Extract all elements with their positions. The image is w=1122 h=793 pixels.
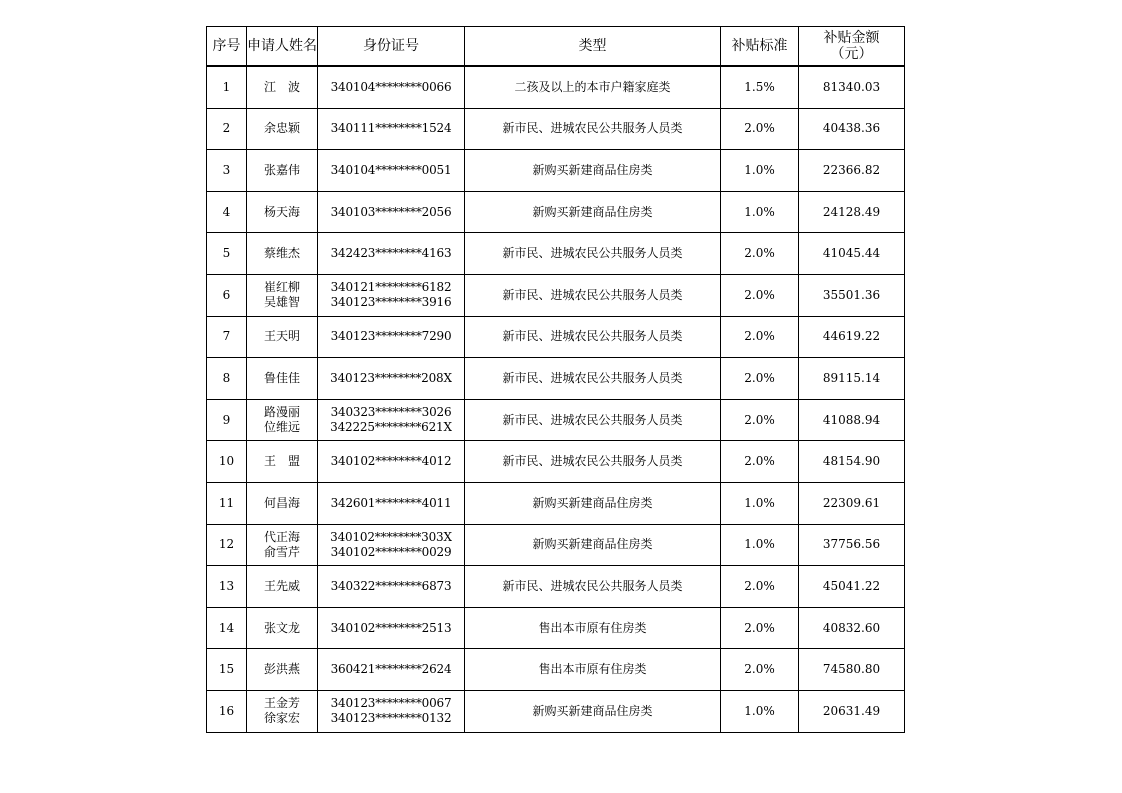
row-applicant-name: [247, 191, 318, 233]
row-subsidy-rate: 2.0%: [721, 316, 799, 358]
row-subsidy-amount: 22366.82: [799, 150, 905, 192]
applicant-name: 彭洪燕: [263, 662, 300, 677]
row-applicant-name: [247, 233, 318, 275]
table-row: [207, 566, 905, 608]
row-subsidy-rate: 2.0%: [721, 441, 799, 483]
row-applicant-name: [247, 441, 318, 483]
row-applicant-name: [247, 274, 318, 316]
row-subsidy-rate: 2.0%: [721, 649, 799, 691]
row-subsidy-rate: 2.0%: [721, 274, 799, 316]
row-subsidy-rate: 2.0%: [721, 233, 799, 275]
id-number: 340104********0051: [330, 162, 452, 177]
row-id-number: [318, 108, 465, 150]
id-number: 340123********0132: [330, 711, 452, 726]
applicant-name: 杨天海: [263, 204, 300, 219]
table-row: [207, 108, 905, 150]
row-subsidy-amount: 37756.56: [799, 524, 905, 566]
row-id-number: [318, 66, 465, 108]
row-seq: 4: [207, 191, 247, 233]
row-category: 二孩及以上的本市户籍家庭类: [465, 66, 721, 108]
table-header: [207, 27, 905, 67]
table-row: [207, 690, 905, 732]
row-category: 新购买新建商品住房类: [465, 191, 721, 233]
row-seq: 1: [207, 66, 247, 108]
applicant-name: 吴雄智: [263, 295, 300, 310]
row-applicant-name: [247, 316, 318, 358]
row-category: 新市民、进城农民公共服务人员类: [465, 274, 721, 316]
row-applicant-name: [247, 66, 318, 108]
row-id-number: [318, 690, 465, 732]
id-number: 340102********0029: [330, 544, 452, 559]
id-number: 340103********2056: [330, 204, 452, 219]
row-seq: 13: [207, 566, 247, 608]
id-number: 340104********0066: [330, 79, 452, 94]
row-seq: 2: [207, 108, 247, 150]
row-category: 新购买新建商品住房类: [465, 690, 721, 732]
row-subsidy-amount: 41045.44: [799, 233, 905, 275]
header-subsidy-amount: [799, 27, 905, 67]
applicant-name: 王天明: [263, 329, 300, 344]
row-subsidy-amount: 45041.22: [799, 566, 905, 608]
id-number: 340102********2513: [330, 620, 452, 635]
row-seq: 14: [207, 607, 247, 649]
row-id-number: [318, 191, 465, 233]
header-id-number: 身份证号: [318, 27, 465, 67]
row-category: 新市民、进城农民公共服务人员类: [465, 316, 721, 358]
id-number: 340323********3026: [330, 405, 452, 420]
row-seq: 6: [207, 274, 247, 316]
id-number: 342423********4163: [330, 246, 452, 261]
id-number: 342601********4011: [330, 495, 452, 510]
row-applicant-name: [247, 607, 318, 649]
applicant-name: 王先威: [263, 578, 300, 593]
row-subsidy-amount: 40438.36: [799, 108, 905, 150]
row-applicant-name: [247, 566, 318, 608]
id-number: 360421********2624: [330, 662, 452, 677]
applicant-name: 徐家宏: [263, 711, 300, 726]
row-seq: 3: [207, 150, 247, 192]
row-subsidy-amount: 35501.36: [799, 274, 905, 316]
row-id-number: [318, 399, 465, 441]
row-applicant-name: [247, 690, 318, 732]
row-id-number: [318, 649, 465, 691]
row-subsidy-rate: 2.0%: [721, 399, 799, 441]
header-category: 类型: [465, 27, 721, 67]
row-subsidy-amount: 20631.49: [799, 690, 905, 732]
table-row: [207, 66, 905, 108]
row-applicant-name: [247, 649, 318, 691]
header-amount-line2: （元）: [830, 46, 873, 62]
table-row: [207, 191, 905, 233]
row-id-number: [318, 524, 465, 566]
applicant-name: 张嘉伟: [263, 162, 300, 177]
table-row: [207, 441, 905, 483]
subsidy-table: [206, 26, 905, 733]
id-number: 340322********6873: [330, 578, 452, 593]
table-row: [207, 399, 905, 441]
row-id-number: [318, 482, 465, 524]
row-seq: 12: [207, 524, 247, 566]
row-subsidy-amount: 74580.80: [799, 649, 905, 691]
id-number: 340123********7290: [330, 329, 452, 344]
header-row: [207, 27, 905, 67]
id-number: 342225********621X: [330, 420, 452, 435]
row-applicant-name: [247, 524, 318, 566]
id-number: 340123********3916: [330, 295, 452, 310]
row-seq: 8: [207, 358, 247, 400]
applicant-name: 崔红柳: [263, 280, 300, 295]
id-number: 340102********4012: [330, 454, 452, 469]
applicant-name: 王金芳: [263, 696, 300, 711]
row-subsidy-amount: 41088.94: [799, 399, 905, 441]
row-id-number: [318, 150, 465, 192]
applicant-name: 代正海: [263, 529, 300, 544]
row-seq: 5: [207, 233, 247, 275]
applicant-name: 张文龙: [263, 620, 300, 635]
row-subsidy-rate: 1.0%: [721, 482, 799, 524]
row-subsidy-amount: 24128.49: [799, 191, 905, 233]
row-id-number: [318, 566, 465, 608]
row-category: 新市民、进城农民公共服务人员类: [465, 358, 721, 400]
row-seq: 11: [207, 482, 247, 524]
row-subsidy-amount: 22309.61: [799, 482, 905, 524]
applicant-name: 江 波: [263, 79, 300, 94]
id-number: 340121********6182: [330, 280, 452, 295]
table-body: [207, 66, 905, 732]
row-subsidy-rate: 1.0%: [721, 690, 799, 732]
row-seq: 7: [207, 316, 247, 358]
header-amount-line1: 补贴金额: [823, 30, 880, 46]
row-id-number: [318, 607, 465, 649]
row-subsidy-rate: 2.0%: [721, 358, 799, 400]
row-applicant-name: [247, 399, 318, 441]
header-seq: 序号: [207, 27, 247, 67]
table-row: [207, 150, 905, 192]
table-row: [207, 274, 905, 316]
row-subsidy-amount: 81340.03: [799, 66, 905, 108]
row-subsidy-amount: 48154.90: [799, 441, 905, 483]
row-applicant-name: [247, 358, 318, 400]
row-subsidy-rate: 2.0%: [721, 566, 799, 608]
applicant-name: 路漫丽: [263, 405, 300, 420]
row-category: 新购买新建商品住房类: [465, 150, 721, 192]
row-category: 新市民、进城农民公共服务人员类: [465, 566, 721, 608]
applicant-name: 蔡维杰: [263, 246, 300, 261]
header-applicant-name: 申请人姓名: [247, 27, 318, 67]
row-subsidy-amount: 89115.14: [799, 358, 905, 400]
row-subsidy-amount: 44619.22: [799, 316, 905, 358]
row-subsidy-amount: 40832.60: [799, 607, 905, 649]
applicant-name: 何昌海: [263, 495, 300, 510]
row-applicant-name: [247, 482, 318, 524]
applicant-name: 王 盟: [263, 454, 300, 469]
row-applicant-name: [247, 108, 318, 150]
applicant-name: 俞雪芹: [263, 544, 300, 559]
row-seq: 10: [207, 441, 247, 483]
header-subsidy-rate: 补贴标准: [721, 27, 799, 67]
row-id-number: [318, 358, 465, 400]
row-subsidy-rate: 2.0%: [721, 108, 799, 150]
row-subsidy-rate: 2.0%: [721, 607, 799, 649]
row-applicant-name: [247, 150, 318, 192]
table-row: [207, 358, 905, 400]
row-seq: 9: [207, 399, 247, 441]
row-category: 新市民、进城农民公共服务人员类: [465, 233, 721, 275]
id-number: 340111********1524: [330, 121, 452, 136]
row-category: 新市民、进城农民公共服务人员类: [465, 399, 721, 441]
row-subsidy-rate: 1.5%: [721, 66, 799, 108]
row-category: 售出本市原有住房类: [465, 607, 721, 649]
applicant-name: 位维远: [263, 420, 300, 435]
row-id-number: [318, 233, 465, 275]
row-category: 售出本市原有住房类: [465, 649, 721, 691]
row-subsidy-rate: 1.0%: [721, 524, 799, 566]
table-row: [207, 524, 905, 566]
row-category: 新市民、进城农民公共服务人员类: [465, 108, 721, 150]
row-category: 新购买新建商品住房类: [465, 482, 721, 524]
table-row: [207, 607, 905, 649]
row-category: 新市民、进城农民公共服务人员类: [465, 441, 721, 483]
row-subsidy-rate: 1.0%: [721, 150, 799, 192]
applicant-name: 余忠颖: [263, 121, 300, 136]
row-id-number: [318, 274, 465, 316]
table-row: [207, 482, 905, 524]
row-seq: 16: [207, 690, 247, 732]
row-seq: 15: [207, 649, 247, 691]
row-subsidy-rate: 1.0%: [721, 191, 799, 233]
table-row: [207, 233, 905, 275]
table-row: [207, 316, 905, 358]
id-number: 340123********0067: [330, 696, 452, 711]
row-id-number: [318, 316, 465, 358]
table-row: [207, 649, 905, 691]
applicant-name: 鲁佳佳: [263, 370, 300, 385]
id-number: 340102********303X: [330, 529, 452, 544]
row-category: 新购买新建商品住房类: [465, 524, 721, 566]
id-number: 340123********208X: [330, 370, 452, 385]
row-id-number: [318, 441, 465, 483]
